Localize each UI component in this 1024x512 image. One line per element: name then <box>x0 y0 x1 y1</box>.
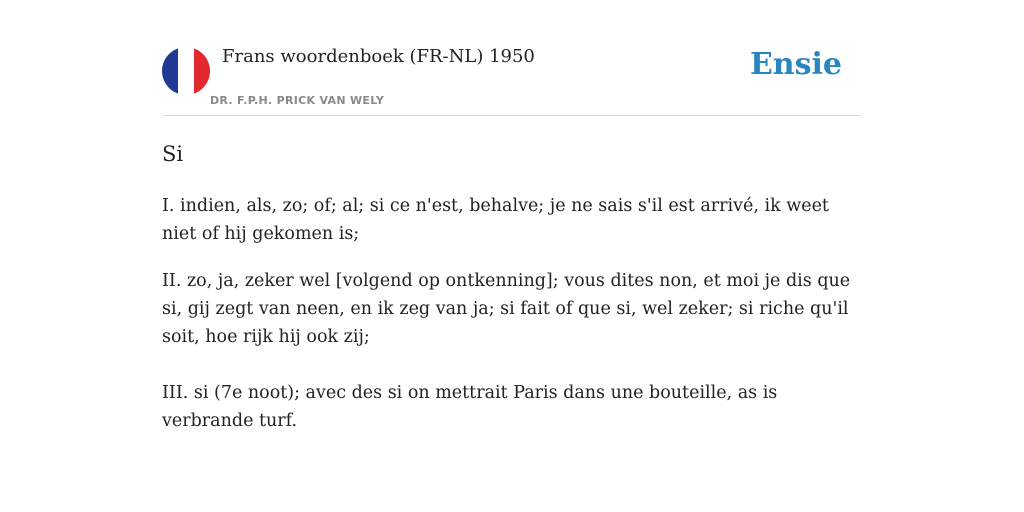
flag-stripe-blue <box>162 47 178 95</box>
french-flag-icon <box>162 47 210 95</box>
dictionary-title[interactable]: Frans woordenboek (FR-NL) 1950 <box>222 46 535 67</box>
ensie-logo-link[interactable]: Ensie <box>749 47 842 82</box>
dictionary-author: DR. F.P.H. PRICK VAN WELY <box>210 94 385 107</box>
dictionary-header <box>162 0 862 116</box>
entry-sense-1: I. indien, als, zo; of; al; si ce n'est, behalve; je ne sais s'il est arrivé, ik weet niet of hij gekomen is; <box>162 196 829 244</box>
entry-headword: Si <box>162 142 184 166</box>
flag-stripe-red <box>194 47 210 95</box>
page-container <box>162 0 862 431</box>
flag-stripe-white <box>178 47 194 95</box>
entry-sense-3: III. si (7e noot); avec des si on mettrait Paris dans une bouteille, as is verbrande turf. <box>162 383 778 431</box>
entry-sense-2: II. zo, ja, zeker wel [volgend op ontkenning]; vous dites non, et moi je dis que si, gij zegt van neen, en ik zeg van ja; si fait of que si, wel zeker; si riche qu'il soit, hoe rijk hij ook zij; <box>162 271 851 347</box>
